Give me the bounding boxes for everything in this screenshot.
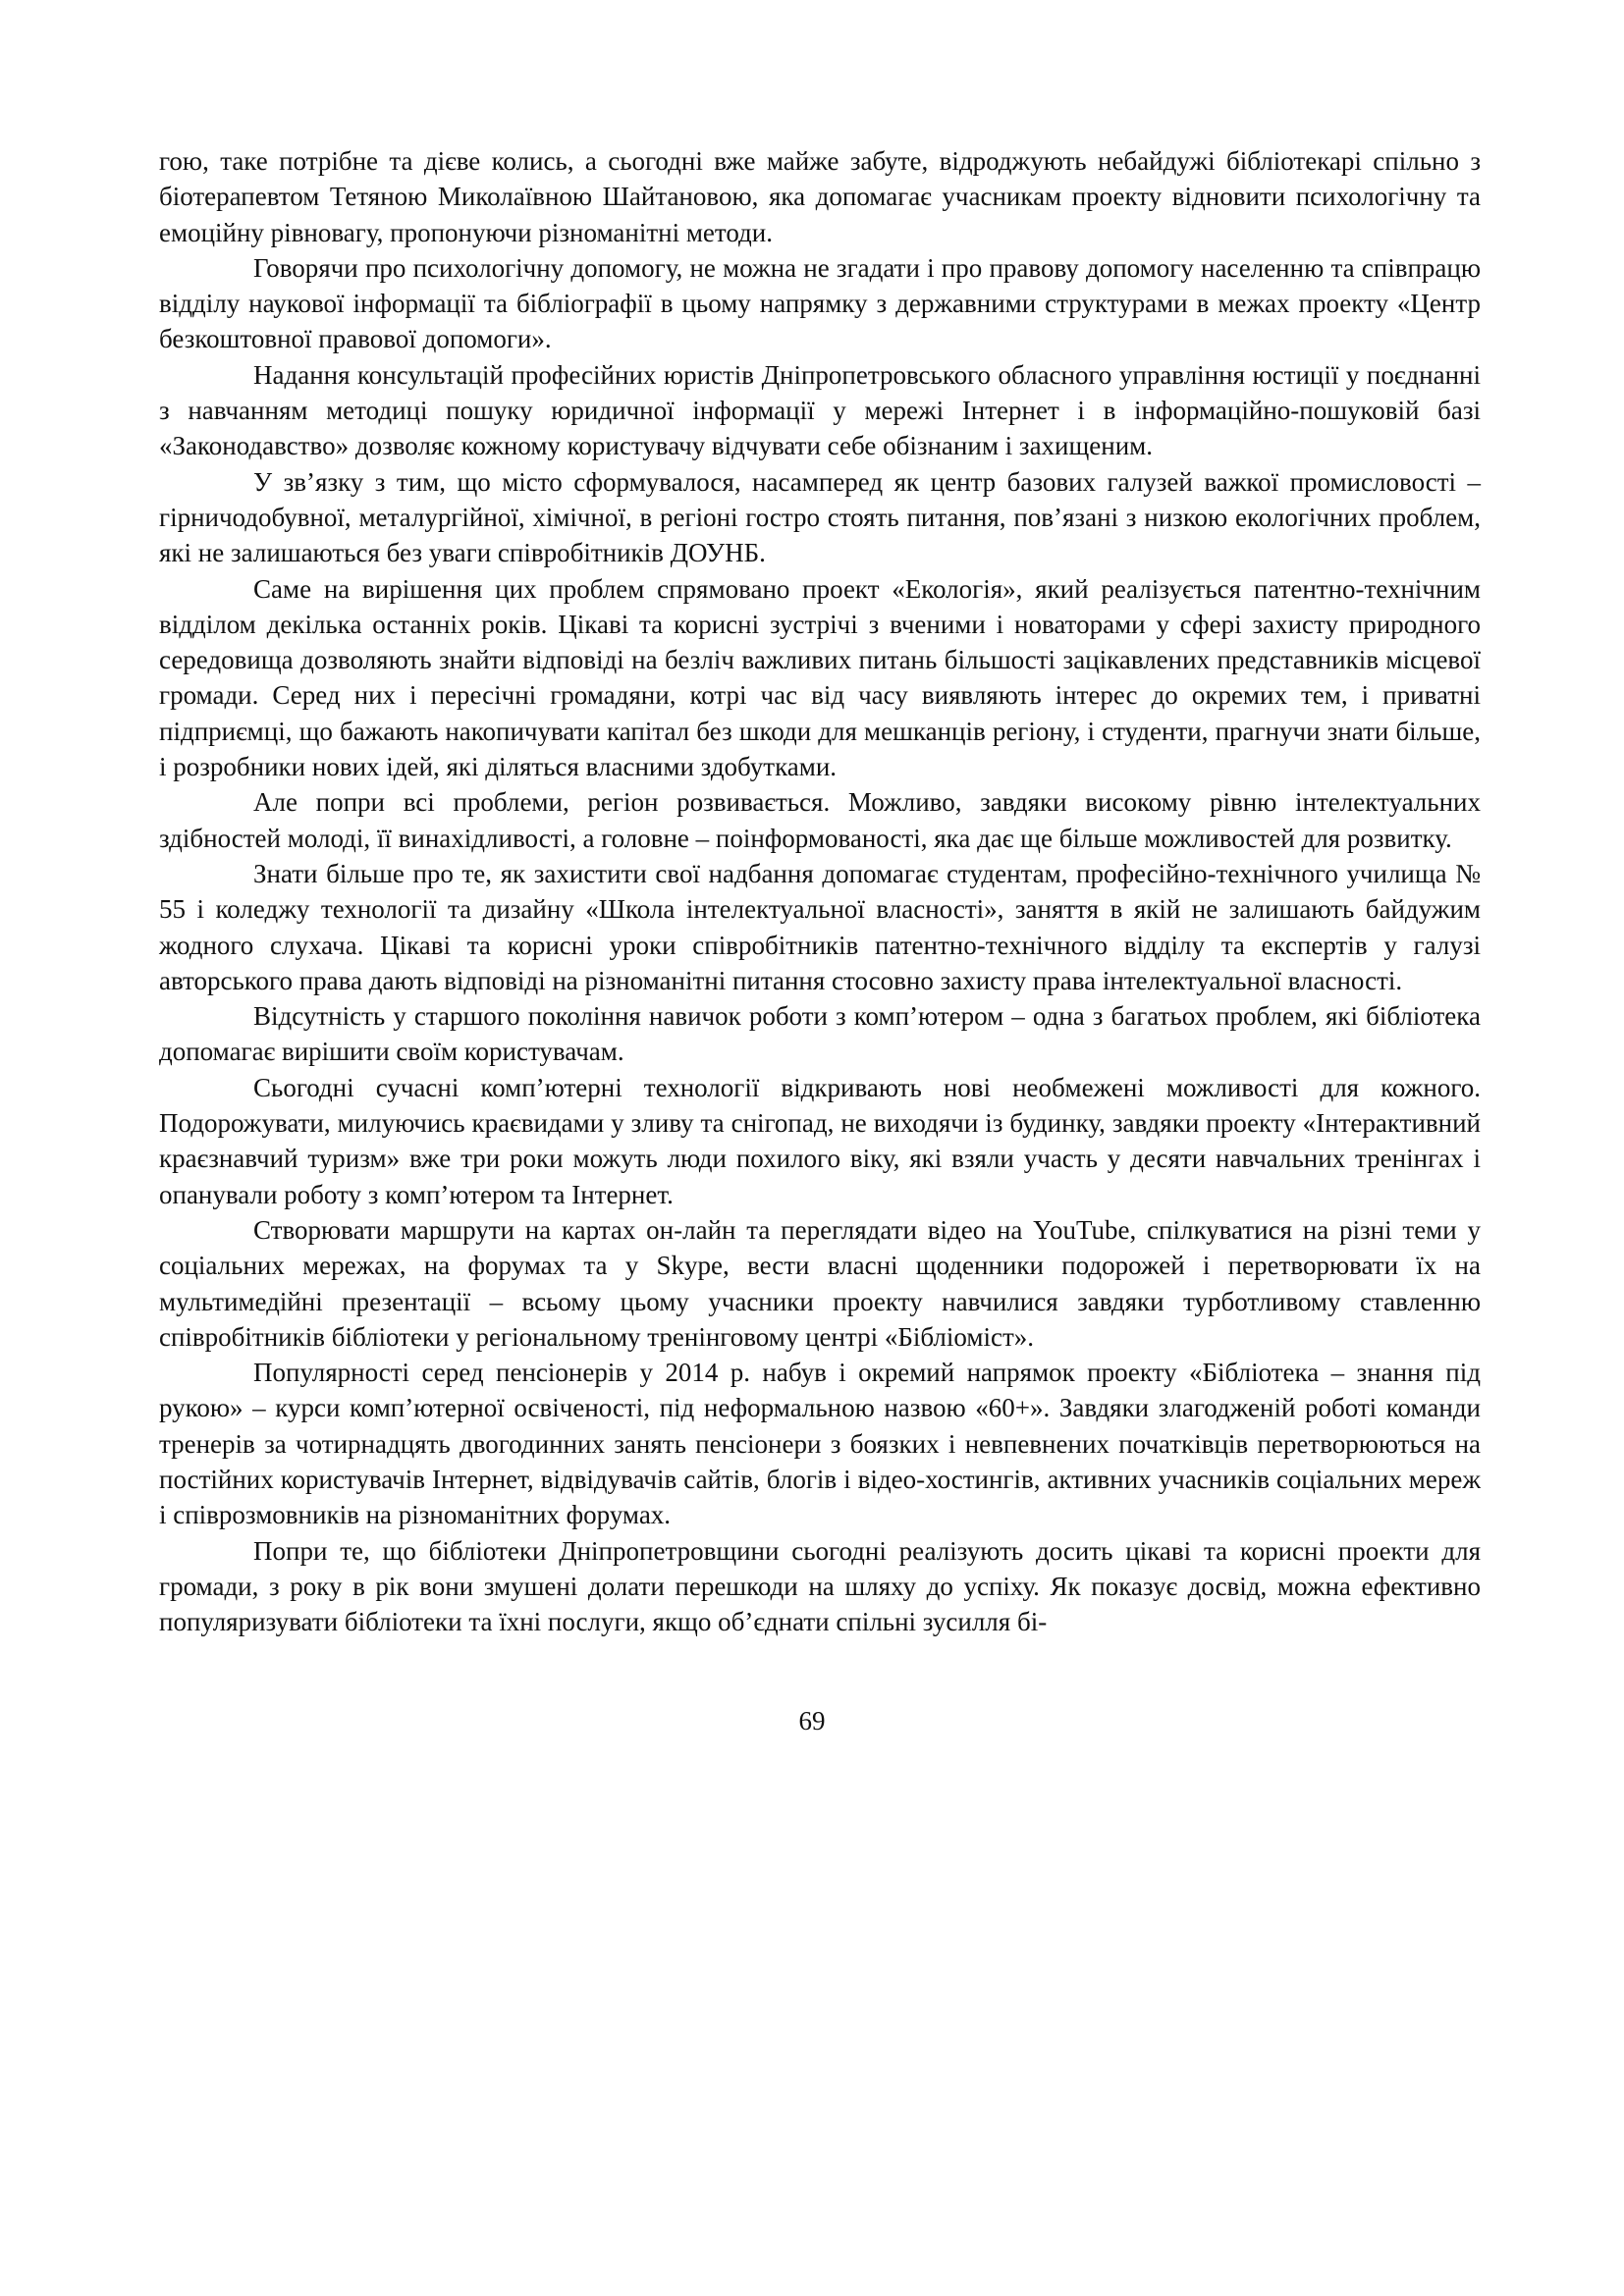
paragraph: Попри те, що бібліотеки Дніпропетровщини сьогодні реалізують досить цікаві та корисні проекти для громади, з року в рік вони змушені долати перешкоди на шляху до успіху. Як показує досвід, можна ефективно популяризувати бібліотеки та їхні послуги, якщо об’єднати спільні зусилля бі- [159, 1535, 1481, 1637]
paragraph: Але попри всі проблеми, регіон розвивається. Можливо, завдяки високому рівню інтелектуальних здібностей молоді, її винахідливості, а головне – поінформованості, яка дає ще більше можливостей для розвитку. [159, 787, 1481, 853]
page-number: 69 [798, 1706, 826, 1735]
paragraph: Створювати маршрути на картах он-лайн та переглядати відео на YouTube, спілкуватися на різні теми у соціальних мережах, на форумах та у Skype, вести власні щоденники подорожей і перетворювати їх на мультимедійні презентації – всьому цьому учасники проекту навчилися завдяки турботливому ставленню співробітників бібліотеки у регіональному тренінговому центрі «Бібліоміст». [159, 1214, 1481, 1352]
paragraph: Популярності серед пенсіонерів у 2014 р. набув і окремий напрямок проекту «Бібліотека – знання під рукою» – курси комп’ютерної освіченості, під неформальною назвою «60+». Завдяки злагодженій роботі команди тренерів за чотирнадцять двогодинних занять пенсіонери з боязких і невпевнених початківців перетворюються на постійних користувачів Інтернет, відвідувачів сайтів, блогів і відео-хостингів, активних учасників соціальних мереж і співрозмовників на різноманітних форумах. [159, 1358, 1481, 1530]
paragraph: Говорячи про психологічну допомогу, не можна не згадати і про правову допомогу населенню та співпрацю відділу наукової інформації та бібліографії в цьому напрямку з державними структурами в межах проекту «Центр безкоштовної правової допомоги». [159, 252, 1481, 354]
paragraph: Відсутність у старшого покоління навичок роботи з комп’ютером – одна з багатьох проблем, які бібліотека допомагає вирішити своїм користувачам. [159, 1001, 1481, 1067]
paragraph: Сьогодні сучасні комп’ютерні технології відкривають нові необмежені можливості для кожного. Подорожувати, милуючись краєвидами у зливу та снігопад, не виходячи із будинку, завдяки проекту «Інтерактивний краєзнавчий туризм» вже три роки можуть люди похилого віку, які взяли участь у десяти навчальних тренінгах і опанували роботу з комп’ютером та Інтернет. [159, 1072, 1481, 1209]
page-body [159, 143, 1481, 1639]
paragraph: Знати більше про те, як захистити свої надбання допомагає студентам, професійно-технічного училища № 55 і коледжу технології та дизайну «Школа інтелектуальної власності», заняття в якій не залишають байдужим жодного слухача. Цікаві та корисні уроки співробітників патентно-технічного відділу та експертів у галузі авторського права дають відповіді на різноманітні питання стосовно захисту права інтелектуальної власності. [159, 858, 1481, 995]
paragraph: Саме на вирішення цих проблем спрямовано проект «Екологія», який реалізується патентно-технічним відділом декілька останніх років. Цікаві та корисні зустрічі з вченими і новаторами у сфері захисту природного середовища дозволяють знайти відповіді на безліч важливих питань більшості зацікавлених представників місцевої громади. Серед них і пересічні громадяни, котрі час від часу виявляють інтерес до окремих тем, і приватні підприємці, що бажають накопичувати капітал без шкоди для мешканців регіону, і студенти, прагнучи знати більше, і розробники нових ідей, які діляться власними здобутками. [159, 573, 1481, 782]
paragraph: У зв’язку з тим, що місто сформувалося, насамперед як центр базових галузей важкої промисловості – гірничодобувної, металургійної, хімічної, в регіоні гостро стоять питання, пов’язані з низкою екологічних проблем, які не залишаються без уваги співробітників ДОУНБ. [159, 466, 1481, 568]
paragraph: Надання консультацій професійних юристів Дніпропетровського обласного управління юстиції у поєднанні з навчанням методиці пошуку юридичної інформації у мережі Інтернет і в інформаційно-пошуковій базі «Законодавство» дозволяє кожному користувачу відчувати себе обізнаним і захищеним. [159, 359, 1481, 461]
paragraph: гою, таке потрібне та дієве колись, а сьогодні вже майже забуте, відроджують небайдужі бібліотекарі спільно з біотерапевтом Тетяною Миколаївною Шайтановою, яка допомагає учасникам проекту відновити психологічну та емоційну рівновагу, пропонуючи різноманітні методи. [159, 146, 1481, 247]
